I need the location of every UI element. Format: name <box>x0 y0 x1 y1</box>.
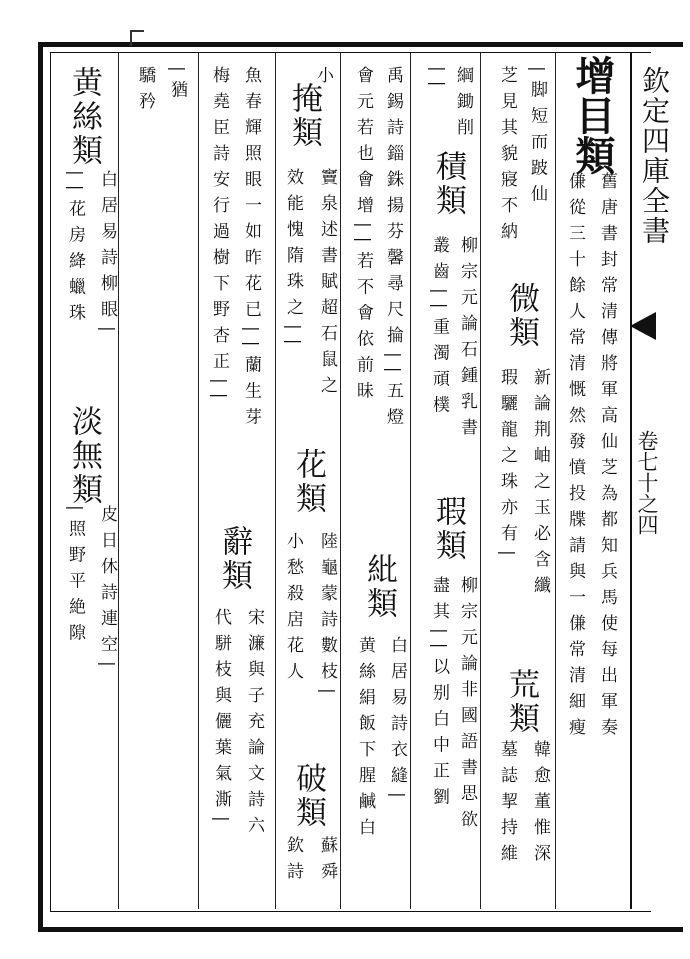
text-column: 驕矜 <box>135 66 155 118</box>
text-column: |猶 <box>167 66 187 107</box>
text-column: 效能愧隋珠之|| <box>283 168 303 354</box>
text-column: 盡其||以别白中正劉 <box>429 576 449 814</box>
text-column: 柳宗元論石鍾乳書 <box>457 236 477 444</box>
book-title: 欽定四庫全書 <box>638 66 671 246</box>
text-column: 舊唐書封常清傳將軍高仙芝為都知兵馬使每出軍奏 <box>597 172 617 744</box>
text-column: 蘇舜 <box>317 836 337 888</box>
text-column: 皮日休詩連空| <box>97 505 117 676</box>
heading-huang: 荒類 <box>503 668 539 736</box>
fish-tail-mark <box>630 312 656 340</box>
text-column: 白居易詩衣縫| <box>387 636 407 807</box>
column-rule <box>480 53 481 909</box>
heading-xia: 瑕類 <box>430 495 466 563</box>
heading-ji: 積類 <box>430 150 466 218</box>
text-column: 黄絲絹飯下腥鹹白 <box>355 636 375 844</box>
text-column: 小 <box>313 66 333 92</box>
column-rule <box>198 53 199 909</box>
text-column: 代駢枝與儷葉氣澌| <box>211 608 231 831</box>
text-column: |脚短而跛仙 <box>527 66 547 211</box>
heading-hui: 微類 <box>503 282 539 350</box>
column-rule <box>275 53 276 909</box>
text-column: ||花房絳蠟珠 <box>65 170 85 330</box>
corner-mark <box>130 30 144 46</box>
heading-zeng: 增目類 <box>569 55 616 175</box>
column-rule <box>410 53 411 909</box>
text-column: 會元若也會增||若不會依前昧 <box>353 66 373 408</box>
column-rule <box>555 53 556 909</box>
text-column: 梅堯臣詩安行過樹下野杏正|| <box>209 66 229 408</box>
heading-hua: 花類 <box>290 448 326 516</box>
heading-danwu: 淡無類 <box>66 405 102 507</box>
text-column: |照野平絶隙 <box>65 505 85 650</box>
text-column: 竇泉述書賦超石鼠之 <box>317 168 337 402</box>
volume-number: 卷七十之四 <box>635 430 659 535</box>
text-column: 白居易詩柳眼| <box>97 170 117 341</box>
text-column: 欽詩 <box>283 836 303 888</box>
inner-border <box>50 52 651 912</box>
heading-huangsi: 黄絲類 <box>66 66 102 168</box>
text-column: 傔從三十餘人常清慨然發憤投牒請與一傔常清細瘦 <box>565 172 585 744</box>
heading-ci: 辭類 <box>216 525 252 593</box>
text-column: 禹錫詩錙銖揚芬馨尋尺掄||五燈 <box>383 66 403 434</box>
text-column: 墓誌挈持維 <box>497 740 517 870</box>
heading-po: 破類 <box>290 762 326 830</box>
text-column: 綱鋤削 <box>453 66 473 144</box>
text-column: 芝見其貌寢不納 <box>497 66 517 248</box>
text-column: 新論荆岫之玉必含纖 <box>530 368 550 602</box>
heading-yan: 掩類 <box>286 82 322 150</box>
column-rule <box>118 53 119 909</box>
text-column: || <box>427 66 447 96</box>
column-rule <box>340 53 341 909</box>
text-column: 陸龜蒙詩數枝| <box>317 532 337 703</box>
text-column: 魚春輝照眼一如昨花已||蘭生芽 <box>241 66 261 434</box>
text-column: 叢齒||重濁頑樸 <box>429 236 449 422</box>
heading-zhi: 紕類 <box>361 553 397 621</box>
margin-rule <box>630 53 632 909</box>
text-column: 小愁殺扂花人 <box>283 532 303 688</box>
text-column: 柳宗元論非國語書思欲 <box>457 576 477 836</box>
text-column: 宋濂與子充論文詩六 <box>244 608 264 842</box>
text-column: 韓愈董惟深 <box>530 740 550 870</box>
text-column: 瑕驪龍之珠亦有| <box>497 368 517 565</box>
